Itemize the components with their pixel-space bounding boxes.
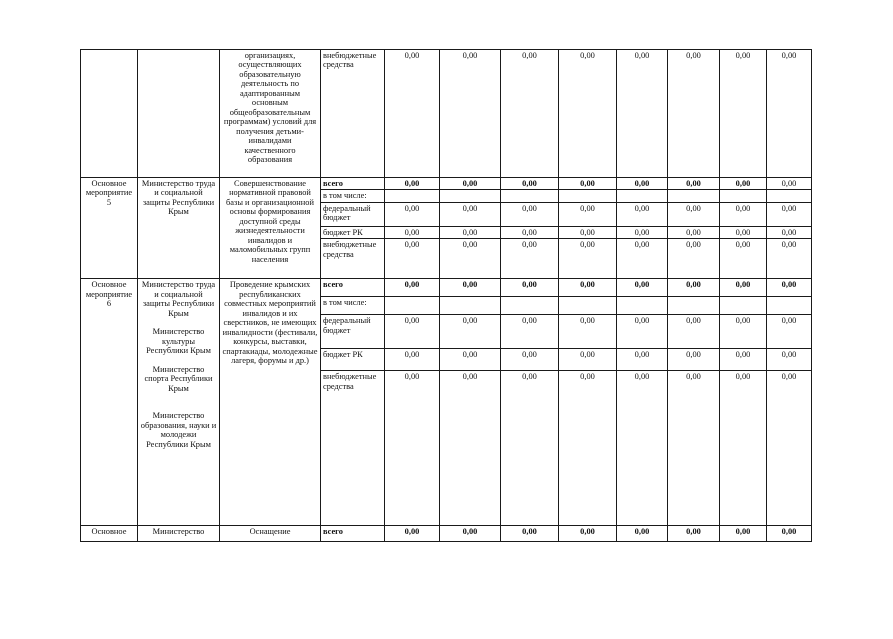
value-cell: 0,00 bbox=[501, 178, 559, 190]
source-cell: внебюджетные средства bbox=[321, 50, 385, 178]
value-cell: 0,00 bbox=[385, 349, 440, 371]
value-cell: 0,00 bbox=[720, 239, 767, 279]
description-cell: Совершенствование нормативной правовой базы и организационной основы формирования доступной среды жизнедеятельности инвалидов и маломобильных групп населения bbox=[220, 178, 321, 279]
source-cell: внебюджетные средства bbox=[321, 239, 385, 279]
value-cell bbox=[767, 297, 812, 315]
value-cell: 0,00 bbox=[720, 50, 767, 178]
value-cell: 0,00 bbox=[385, 202, 440, 226]
value-cell: 0,00 bbox=[720, 226, 767, 238]
executor-cell bbox=[138, 50, 220, 178]
executor-sport: Министерство спорта Республики Крым bbox=[144, 364, 213, 393]
value-cell: 0,00 bbox=[617, 239, 668, 279]
value-cell: 0,00 bbox=[767, 315, 812, 349]
value-cell: 0,00 bbox=[440, 279, 501, 297]
value-cell: 0,00 bbox=[668, 178, 720, 190]
value-cell: 0,00 bbox=[501, 202, 559, 226]
value-cell: 0,00 bbox=[720, 178, 767, 190]
description-cell: Проведение крымских республиканских совместных мероприятий инвалидов и их сверстников, не имеющих инвалидности (фестивали, конкурсы, выставки, спартакиады, молодежные лагеря, форумы и др.) bbox=[220, 279, 321, 526]
value-cell: 0,00 bbox=[385, 239, 440, 279]
value-cell: 0,00 bbox=[559, 226, 617, 238]
value-cell: 0,00 bbox=[385, 371, 440, 526]
value-cell: 0,00 bbox=[501, 239, 559, 279]
value-cell: 0,00 bbox=[559, 349, 617, 371]
value-cell: 0,00 bbox=[617, 178, 668, 190]
value-cell bbox=[617, 297, 668, 315]
value-cell: 0,00 bbox=[767, 178, 812, 190]
value-cell: 0,00 bbox=[668, 239, 720, 279]
executor-culture: Министерство культуры Республики Крым bbox=[146, 327, 211, 356]
value-cell: 0,00 bbox=[440, 526, 501, 542]
value-cell: 0,00 bbox=[559, 178, 617, 190]
value-cell: 0,00 bbox=[440, 239, 501, 279]
value-cell: 0,00 bbox=[617, 349, 668, 371]
value-cell: 0,00 bbox=[617, 279, 668, 297]
value-cell: 0,00 bbox=[385, 50, 440, 178]
continuation-row bbox=[81, 50, 812, 178]
executor-cell bbox=[138, 279, 220, 526]
value-cell: 0,00 bbox=[501, 315, 559, 349]
value-cell: 0,00 bbox=[385, 315, 440, 349]
value-cell: 0,00 bbox=[385, 279, 440, 297]
activity-cell bbox=[81, 50, 138, 178]
value-cell: 0,00 bbox=[720, 279, 767, 297]
value-cell: 0,00 bbox=[720, 315, 767, 349]
value-cell: 0,00 bbox=[385, 178, 440, 190]
value-cell: 0,00 bbox=[767, 279, 812, 297]
value-cell bbox=[559, 190, 617, 202]
description-cell: Оснащение bbox=[220, 526, 321, 542]
value-cell: 0,00 bbox=[767, 371, 812, 526]
value-cell: 0,00 bbox=[668, 202, 720, 226]
value-cell: 0,00 bbox=[668, 315, 720, 349]
value-cell: 0,00 bbox=[668, 349, 720, 371]
value-cell bbox=[440, 297, 501, 315]
executor-cell: Министерство bbox=[138, 526, 220, 542]
value-cell: 0,00 bbox=[501, 226, 559, 238]
value-cell: 0,00 bbox=[617, 315, 668, 349]
value-cell: 0,00 bbox=[668, 279, 720, 297]
activity5-total-row bbox=[81, 178, 812, 190]
value-cell: 0,00 bbox=[440, 226, 501, 238]
value-cell bbox=[559, 297, 617, 315]
value-cell bbox=[617, 190, 668, 202]
value-cell: 0,00 bbox=[559, 279, 617, 297]
value-cell: 0,00 bbox=[440, 50, 501, 178]
activity-cell: Основное мероприятие 5 bbox=[81, 178, 138, 279]
value-cell: 0,00 bbox=[767, 239, 812, 279]
activity-cell: Основное мероприятие 6 bbox=[81, 279, 138, 526]
value-cell bbox=[668, 190, 720, 202]
source-cell: бюджет РК bbox=[321, 226, 385, 238]
value-cell: 0,00 bbox=[440, 371, 501, 526]
source-cell: в том числе: bbox=[321, 297, 385, 315]
value-cell bbox=[385, 297, 440, 315]
value-cell: 0,00 bbox=[440, 349, 501, 371]
source-cell: внебюджетные средства bbox=[321, 371, 385, 526]
value-cell: 0,00 bbox=[720, 202, 767, 226]
value-cell: 0,00 bbox=[440, 202, 501, 226]
value-cell: 0,00 bbox=[440, 178, 501, 190]
value-cell bbox=[501, 190, 559, 202]
source-cell: всего bbox=[321, 178, 385, 190]
value-cell: 0,00 bbox=[720, 526, 767, 542]
value-cell: 0,00 bbox=[720, 349, 767, 371]
value-cell: 0,00 bbox=[767, 50, 812, 178]
value-cell: 0,00 bbox=[767, 202, 812, 226]
executor-education: Министерство образования, науки и молодежи Республики Крым bbox=[140, 411, 217, 449]
value-cell: 0,00 bbox=[501, 349, 559, 371]
value-cell: 0,00 bbox=[385, 526, 440, 542]
value-cell: 0,00 bbox=[668, 526, 720, 542]
value-cell bbox=[440, 190, 501, 202]
executor-labor: Министерство труда и социальной защиты Республики Крым bbox=[141, 280, 216, 318]
value-cell: 0,00 bbox=[668, 226, 720, 238]
value-cell bbox=[501, 297, 559, 315]
description-cell: организациях, осуществляющих образовательную деятельность по адаптированным основным общеобразовательным программам) условий для получения детьми-инвалидами качественного образования bbox=[220, 50, 321, 178]
value-cell: 0,00 bbox=[617, 526, 668, 542]
value-cell: 0,00 bbox=[501, 526, 559, 542]
value-cell: 0,00 bbox=[720, 371, 767, 526]
value-cell: 0,00 bbox=[501, 50, 559, 178]
value-cell: 0,00 bbox=[559, 202, 617, 226]
source-cell: в том числе: bbox=[321, 190, 385, 202]
value-cell: 0,00 bbox=[668, 371, 720, 526]
value-cell: 0,00 bbox=[559, 315, 617, 349]
value-cell: 0,00 bbox=[501, 371, 559, 526]
source-cell: федеральный бюджет bbox=[321, 315, 385, 349]
value-cell bbox=[668, 297, 720, 315]
value-cell: 0,00 bbox=[559, 50, 617, 178]
activity7-row bbox=[81, 526, 812, 542]
value-cell: 0,00 bbox=[501, 279, 559, 297]
value-cell: 0,00 bbox=[440, 315, 501, 349]
value-cell: 0,00 bbox=[559, 239, 617, 279]
value-cell bbox=[720, 190, 767, 202]
source-cell: бюджет РК bbox=[321, 349, 385, 371]
executor-cell: Министерство труда и социальной защиты Республики Крым bbox=[138, 178, 220, 279]
value-cell bbox=[385, 190, 440, 202]
value-cell: 0,00 bbox=[617, 50, 668, 178]
source-cell: всего bbox=[321, 279, 385, 297]
value-cell: 0,00 bbox=[385, 226, 440, 238]
value-cell bbox=[720, 297, 767, 315]
value-cell: 0,00 bbox=[668, 50, 720, 178]
value-cell: 0,00 bbox=[767, 526, 812, 542]
activity6-total-row bbox=[81, 279, 812, 297]
source-cell: федеральный бюджет bbox=[321, 202, 385, 226]
budget-table bbox=[80, 49, 812, 542]
value-cell: 0,00 bbox=[617, 202, 668, 226]
value-cell: 0,00 bbox=[767, 226, 812, 238]
value-cell: 0,00 bbox=[617, 226, 668, 238]
activity-cell: Основное bbox=[81, 526, 138, 542]
value-cell: 0,00 bbox=[767, 349, 812, 371]
source-cell: всего bbox=[321, 526, 385, 542]
value-cell: 0,00 bbox=[617, 371, 668, 526]
value-cell: 0,00 bbox=[559, 526, 617, 542]
value-cell bbox=[767, 190, 812, 202]
value-cell: 0,00 bbox=[559, 371, 617, 526]
